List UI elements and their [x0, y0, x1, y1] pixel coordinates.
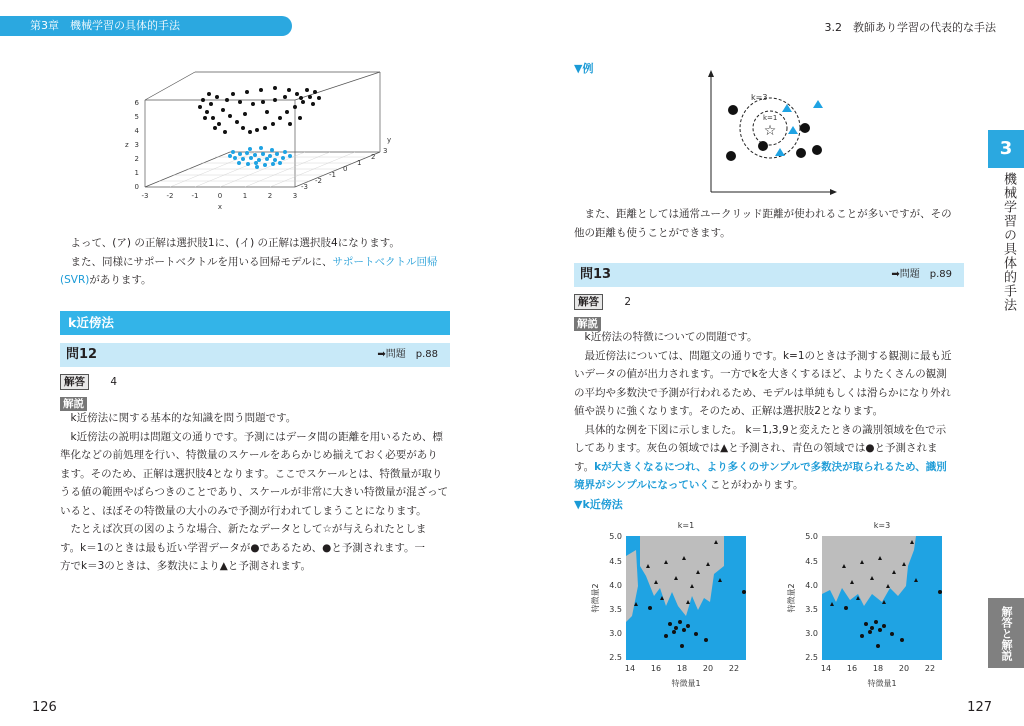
question-12-title: 問12 [66, 347, 98, 362]
explanation-label: 解説 [60, 397, 87, 411]
chart-title: k=1 [677, 521, 695, 530]
x-tick: 1 [242, 192, 248, 200]
explanation-label: 解説 [574, 317, 601, 331]
para-distance [574, 205, 969, 242]
example-label: ▼例 [574, 62, 594, 75]
question-13-ref: ➡問題 p.89 [891, 269, 952, 280]
chart-title: k=3 [873, 521, 891, 530]
para-svr-cont [60, 271, 452, 290]
answer-13-row [574, 294, 631, 310]
y-tick: 3.0 [609, 629, 622, 638]
y-tick: 3.5 [805, 605, 818, 614]
para-svr-text: また、同様にサポートベクトルを用いる回帰モデルに、 [70, 255, 333, 268]
para-answer-summary: よって、(ア) の正解は選択肢1に、(イ) の正解は選択肢4になります。 [70, 237, 400, 249]
text-line: また、距離としては通常ユークリッド距離が使われることが多いですが、その [584, 208, 952, 220]
x-tick: -3 [141, 192, 149, 200]
chapter-title-vertical: 機械学習の具体的手法 [1001, 172, 1016, 312]
x-axis-label: 特徴量1 [671, 679, 701, 688]
x-tick: 22 [728, 664, 740, 673]
y-axis-label: 特徴量2 [787, 583, 796, 613]
x-tick: 20 [702, 664, 714, 673]
y-tick: 3.5 [609, 605, 622, 614]
y-tick: 4.0 [609, 581, 622, 590]
y-tick: 2 [371, 153, 376, 161]
answer-12-row [60, 374, 117, 390]
z-tick: 5 [134, 113, 139, 121]
question-12-ref: ➡問題 p.88 [377, 349, 438, 360]
y-tick: -3 [301, 183, 308, 191]
z-tick: 0 [134, 183, 139, 191]
y-axis-label: 特徴量2 [591, 583, 600, 613]
text-line: してあります。灰色の領域では▲と予測され、青色の領域では●と予測されま [574, 442, 938, 454]
text-line: いデータの値が出力されます。一方でkを大きくするほど、よりたくさんの観測 [574, 368, 947, 380]
knn-decision-charts [588, 514, 968, 694]
y-tick: 4.0 [805, 581, 818, 590]
z-tick: 1 [134, 169, 139, 177]
page-number-left: 126 [32, 700, 57, 715]
chapter-label: 第3章 機械学習の具体的手法 [0, 16, 292, 36]
text-line: うる値の範囲やばらつきのことであり、スケールが非常に大きい特徴量が混ざって [60, 486, 449, 498]
answer-value: 4 [110, 376, 118, 388]
x-axis-label: x [217, 203, 223, 211]
text-line: 他の距離も使うことができます。 [574, 226, 731, 239]
svr-abbrev: (SVR) [60, 274, 90, 286]
y-tick: 2.5 [805, 653, 818, 662]
x-tick: 20 [898, 664, 910, 673]
y-tick: -2 [315, 177, 322, 185]
z-tick: 3 [134, 141, 139, 149]
text-line: k近傍法の説明は問題文の通りです。予測にはデータ間の距離を用いるため、標 [70, 430, 443, 443]
answer-value: 2 [624, 296, 632, 308]
3d-scatter-plot [115, 52, 405, 217]
y-axis-label: y [387, 136, 392, 144]
answer-label: 解答 [574, 294, 603, 310]
x-tick: 0 [217, 192, 223, 200]
y-tick: 3.0 [805, 629, 818, 638]
answer-tab: 解答と解説 [988, 598, 1024, 668]
answer-label: 解答 [60, 374, 89, 390]
text-line: k近傍法に関する基本的な知識を問う問題です。 [70, 412, 297, 424]
y-tick: 3 [383, 147, 388, 155]
para-svr-end: があります。 [89, 274, 152, 286]
text-line: いると、ほぼその特徴量の大小のみで予測が行われてしまうことになります。 [60, 504, 427, 517]
z-tick: 4 [134, 127, 139, 135]
para-svr [60, 253, 452, 272]
k3-label: k=3 [751, 93, 768, 102]
y-tick: -1 [329, 171, 336, 179]
text-line: 最近傍法については、問題文の通りです。k=1のときは予測する観測に最も近 [584, 349, 952, 362]
chapter-number-tab: 3 [988, 130, 1024, 168]
svr-term: サポートベクトル回帰 [332, 255, 438, 268]
text-line: たとえば次頁の図のような場合、新たなデータとして☆が与えられたとしま [70, 523, 427, 535]
text-span: ことがわかります。 [709, 479, 804, 491]
question-13-header [574, 263, 964, 287]
highlight-text: 境界がシンプルになっていく [574, 479, 710, 491]
x-tick: 3 [292, 192, 298, 200]
text-line [574, 458, 969, 477]
text-line: ます。そのため、正解は選択肢4となります。ここでスケールとは、特徴量が取り [60, 467, 443, 480]
knn-label: ▼k近傍法 [574, 498, 623, 511]
y-tick: 5.0 [805, 532, 818, 541]
text-line [574, 476, 969, 495]
x-tick: 16 [650, 664, 662, 673]
question-12-header [60, 343, 450, 367]
text-line: 方でk＝3のときは、多数決により▲と予測されます。 [60, 560, 311, 572]
example-knn-figure [705, 68, 840, 196]
y-tick: 5.0 [609, 532, 622, 541]
x-axis-label: 特徴量1 [867, 679, 897, 688]
y-tick: 4.5 [805, 557, 818, 566]
x-tick: 18 [676, 664, 688, 673]
y-tick: 1 [357, 159, 362, 167]
text-line: 準化などの前処理を行い、特徴量のスケールをあらかじめ揃えておく必要があり [60, 449, 438, 461]
text-line: 値や誤りに強くなります。そのため、正解は選択肢2となります。 [574, 405, 884, 417]
x-tick: 22 [924, 664, 936, 673]
page-number-right: 127 [967, 700, 992, 715]
k1-label: k=1 [763, 114, 778, 122]
explanation-13 [574, 328, 969, 495]
text-line: す。k＝1のときは最も近い学習データが●であるため、●と予測されます。一 [60, 541, 425, 554]
z-axis-label: z [125, 141, 129, 149]
z-tick: 6 [134, 99, 139, 107]
question-13-title: 問13 [580, 267, 612, 282]
x-tick: -2 [166, 192, 174, 200]
star-icon: ☆ [763, 123, 777, 139]
text-span: す。 [574, 460, 595, 473]
explanation-12 [60, 409, 455, 576]
z-tick: 2 [134, 155, 139, 163]
y-tick: 0 [343, 165, 348, 173]
text-line: k近傍法の特徴についての問題です。 [584, 331, 758, 343]
x-tick: 2 [267, 192, 273, 200]
x-tick: 14 [820, 664, 832, 673]
section-header: 3.2 教師あり学習の代表的な手法 [824, 21, 996, 34]
x-tick: 18 [872, 664, 884, 673]
x-tick: 14 [624, 664, 636, 673]
x-tick: -1 [191, 192, 199, 200]
highlight-text: kが大きくなるにつれ、より多くのサンプルで多数決が取られるため、識別 [594, 460, 947, 473]
text-line: 具体的な例を下図に示しました。 k＝1,3,9と変えたときの識別領域を色で示 [584, 423, 947, 436]
y-tick: 4.5 [609, 557, 622, 566]
x-tick: 16 [846, 664, 858, 673]
y-tick: 2.5 [609, 653, 622, 662]
section-title-knn: k近傍法 [60, 311, 450, 335]
text-line: の平均や多数決で予測が行われるため、モデルは単純もしくは滑らかになり外れ [574, 386, 952, 399]
